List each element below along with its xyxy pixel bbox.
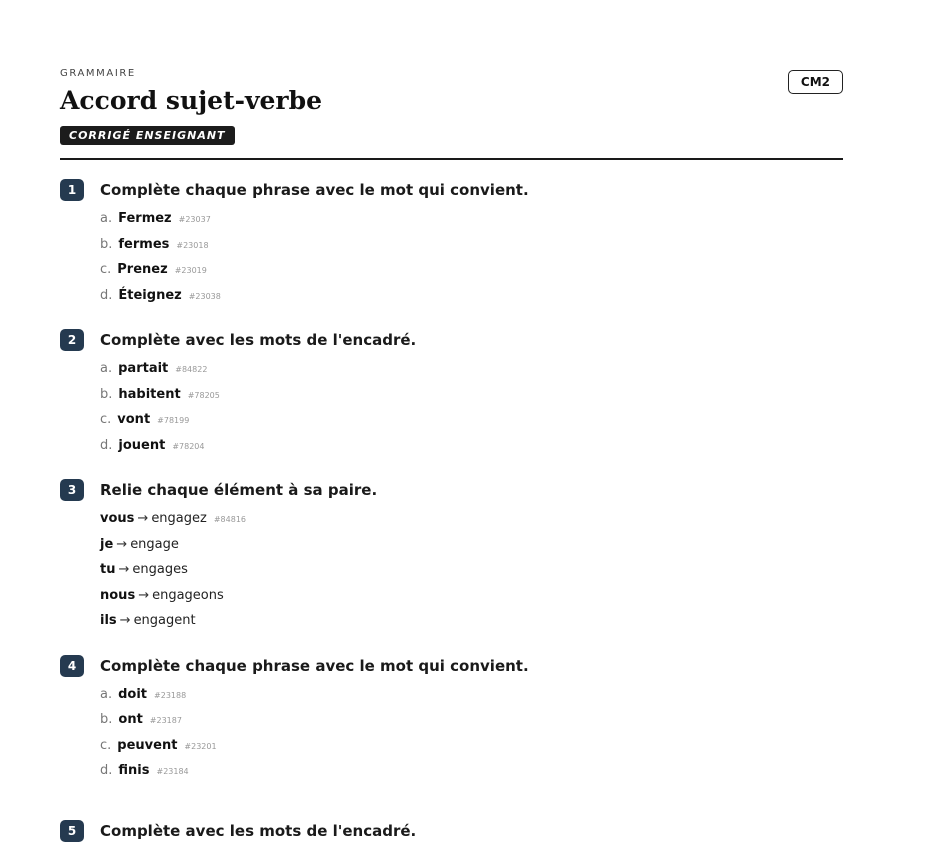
answer-letter: a. <box>100 686 113 702</box>
pair-list <box>100 506 843 634</box>
answer-ref: #84816 <box>213 515 246 524</box>
answer-item <box>100 407 843 433</box>
answer-item <box>100 707 843 733</box>
answer-word: finis <box>118 763 150 778</box>
pair-verb: engagent <box>133 613 196 628</box>
answer-ref: #78199 <box>157 416 190 425</box>
exercise-3 <box>60 479 843 634</box>
answer-ref: #23184 <box>156 767 189 776</box>
answer-word: doit <box>118 686 148 702</box>
answer-ref: #84822 <box>175 365 208 374</box>
exercise-5-heading <box>60 820 416 842</box>
answer-item <box>100 758 843 784</box>
arrow-icon: → <box>137 511 149 526</box>
pair-verb: engages <box>132 562 188 577</box>
answer-letter: c. <box>100 737 112 753</box>
answer-item <box>100 433 843 459</box>
exercise-number-badge: 4 <box>60 655 84 677</box>
answer-word: Éteignez <box>118 287 182 303</box>
answer-word: partait <box>118 361 169 376</box>
arrow-icon: → <box>119 613 131 628</box>
answer-letter: c. <box>100 262 112 277</box>
answer-letter: a. <box>100 211 113 226</box>
exercise-instruction: Complète avec les mots de l'encadré. <box>100 822 417 840</box>
answer-ref: #23188 <box>154 690 187 700</box>
answer-letter: b. <box>100 712 113 727</box>
exercise-heading <box>60 655 843 677</box>
arrow-icon: → <box>116 536 128 552</box>
answer-letter: a. <box>100 361 113 376</box>
answer-ref: #78204 <box>172 441 205 451</box>
pair-item <box>100 506 843 532</box>
pair-verb: engagez <box>151 511 207 526</box>
pair-subject: je <box>100 536 114 552</box>
answer-word: ont <box>118 712 143 727</box>
subject-label: GRAMMAIRE <box>60 68 136 79</box>
answer-item <box>100 257 843 283</box>
answer-list <box>100 356 843 458</box>
exercise-heading <box>60 329 843 351</box>
answer-ref: #23187 <box>149 716 182 725</box>
pair-verb: engage <box>130 536 179 552</box>
pair-item <box>100 557 843 583</box>
answer-item <box>100 283 843 309</box>
exercise-instruction: Complète chaque phrase avec le mot qui convient. <box>100 181 529 199</box>
arrow-icon: → <box>138 587 150 603</box>
page-title: Accord sujet-verbe <box>60 86 322 115</box>
answer-item <box>100 682 843 708</box>
exercise-4 <box>60 655 843 784</box>
pair-item <box>100 532 843 558</box>
answer-item <box>100 382 843 408</box>
exercise-heading <box>60 479 843 501</box>
level-badge: CM2 <box>788 70 843 94</box>
answer-letter: d. <box>100 763 113 778</box>
answer-word: vont <box>117 412 151 427</box>
pair-subject: vous <box>100 511 135 526</box>
answer-ref: #23037 <box>178 215 211 224</box>
answer-list <box>100 682 843 784</box>
exercise-number-badge: 2 <box>60 329 84 351</box>
worksheet-page <box>60 0 843 840</box>
answer-letter: d. <box>100 287 113 303</box>
header-divider <box>60 158 843 160</box>
answer-ref: #78205 <box>187 390 220 400</box>
pair-subject: nous <box>100 587 136 603</box>
answer-key-badge: CORRIGÉ ENSEIGNANT <box>60 126 235 145</box>
answer-ref: #23018 <box>176 240 209 250</box>
answer-ref: #23201 <box>184 741 217 751</box>
answer-word: habitent <box>118 386 181 402</box>
answer-word: peuvent <box>117 737 178 753</box>
answer-word: jouent <box>118 437 166 453</box>
answer-ref: #23038 <box>188 291 221 301</box>
answer-item <box>100 206 843 232</box>
exercise-instruction: Complète chaque phrase avec le mot qui convient. <box>100 656 529 675</box>
pair-item <box>100 608 843 634</box>
answer-letter: b. <box>100 236 113 252</box>
answer-letter: d. <box>100 437 113 453</box>
answer-item <box>100 733 843 759</box>
exercise-instruction: Complète avec les mots de l'encadré. <box>100 331 417 349</box>
answer-letter: c. <box>100 412 112 427</box>
answer-item <box>100 356 843 382</box>
pair-subject: tu <box>100 562 116 577</box>
exercise-number-badge: 3 <box>60 479 84 501</box>
exercise-2 <box>60 329 843 458</box>
pair-subject: ils <box>100 613 117 628</box>
answer-item <box>100 232 843 258</box>
exercise-heading <box>60 179 843 201</box>
pair-verb: engageons <box>152 587 224 603</box>
exercise-number-badge: 1 <box>60 179 84 201</box>
answer-letter: b. <box>100 386 113 402</box>
arrow-icon: → <box>118 562 130 577</box>
answer-word: fermes <box>118 236 170 252</box>
worksheet-header <box>60 0 843 160</box>
answer-word: Fermez <box>118 211 172 226</box>
exercise-number-badge: 5 <box>60 820 84 842</box>
pair-item <box>100 583 843 609</box>
answer-list <box>100 206 843 308</box>
exercise-1 <box>60 179 843 308</box>
answer-ref: #23019 <box>174 266 207 275</box>
exercise-instruction: Relie chaque élément à sa paire. <box>100 481 378 499</box>
answer-word: Prenez <box>117 262 168 277</box>
